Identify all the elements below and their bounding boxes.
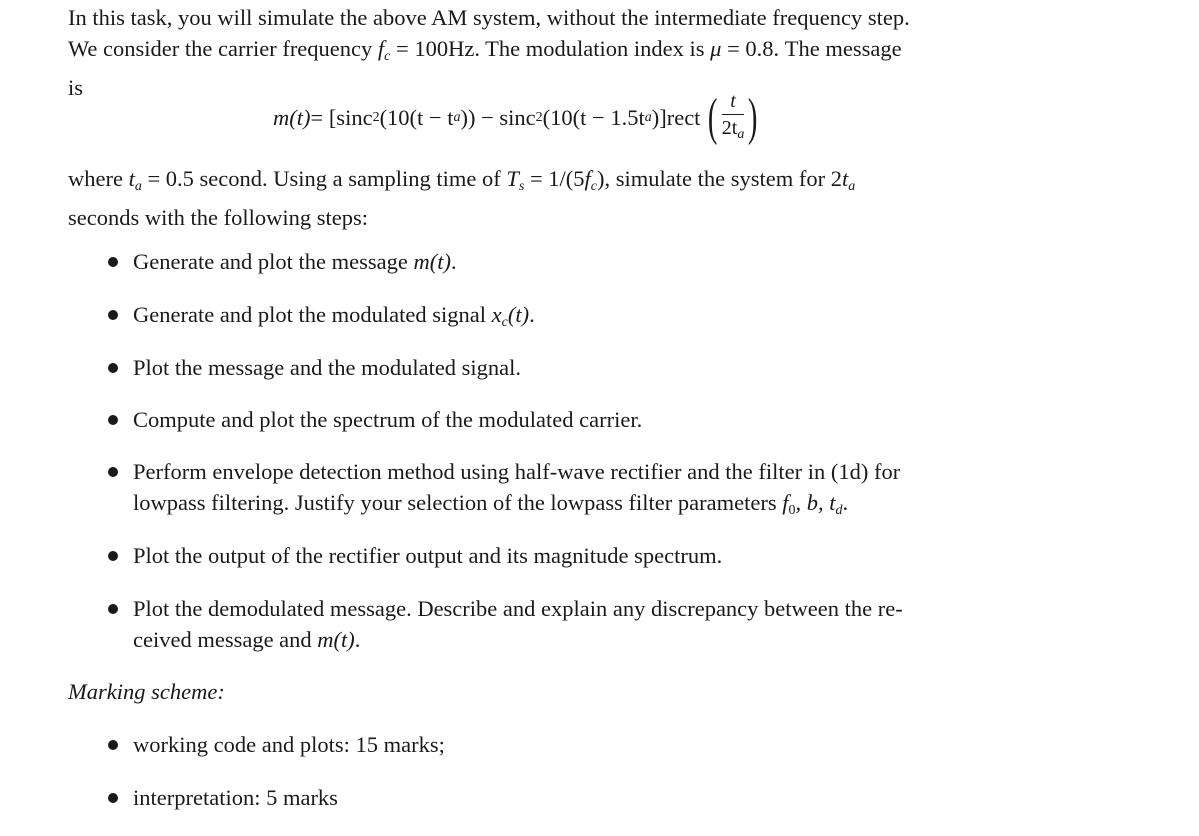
marking-scheme-heading: Marking scheme: — [68, 679, 225, 704]
document-page: In this task, you will simulate the above AM system, without the intermediate frequency step. We consider the carrier frequency $f_c = 100Hz$. The modulation index is μ = 0.8. The message is m(t) = [sinc 2 (10(t − t a )) − sinc 2 (10(t − 1.5t a )]rect ( $\frac{t}{2t_a}$ ) where $t_a = 0.5$ second. Using a sampling time of $T_s = 1/(5f_c)$, simulate the system for $2t_a$ seconds with the following steps: Generate and plot the message m(t). Generate and plot the modulated signal $x_c(t)$. Plot the message and the modulated signal. Compute and plot the spectrum of the modulated carrier. Perform envelope detection method using half-wave rectifier and the filter in (1d) for lowpass filtering. Justify your selection of the lowpass filter parameters $f_0$, b, $t_d$. Plot the output of the rectifier output and its magnitude spectrum. Plot the demodulated message. Describe and explain any discrepancy between the re- ceived message and m(t). Marking scheme: working code and plots: 15 marks; interpretation: 5 marks — [0, 0, 1199, 836]
bullet-icon — [108, 415, 118, 425]
intro-line-3: is — [68, 75, 84, 100]
bullet-icon — [108, 551, 118, 561]
where-paragraph — [68, 163, 1113, 233]
where-line-1: where $t_a = 0.5$ second. Using a sampling time of $T_s = 1/(5f_c)$, simulate the system for $2t_a$ — [68, 166, 856, 194]
intro-line-1: In this task, you will simulate the above AM system, without the intermediate frequency step. — [68, 5, 910, 30]
bullet-icon — [108, 793, 118, 803]
where-line-2: seconds with the following steps: — [68, 205, 368, 230]
bullet-icon — [108, 467, 118, 477]
bullet-icon — [108, 363, 118, 373]
message-equation: m(t) = [sinc 2 (10(t − t a )) − sinc 2 (10(t − 1.5t a )]rect ( $\frac{t}{2t_a}$ ) — [273, 89, 758, 146]
bullet-icon — [108, 310, 118, 320]
bullet-icon — [108, 740, 118, 750]
bullet-icon — [108, 604, 118, 614]
intro-line-2: We consider the carrier frequency $f_c = 100Hz$. The modulation index is μ = 0.8. The message — [68, 36, 902, 64]
rect-fraction: $\frac{t}{2t_a}$ — [721, 90, 745, 142]
bullet-icon — [108, 257, 118, 267]
